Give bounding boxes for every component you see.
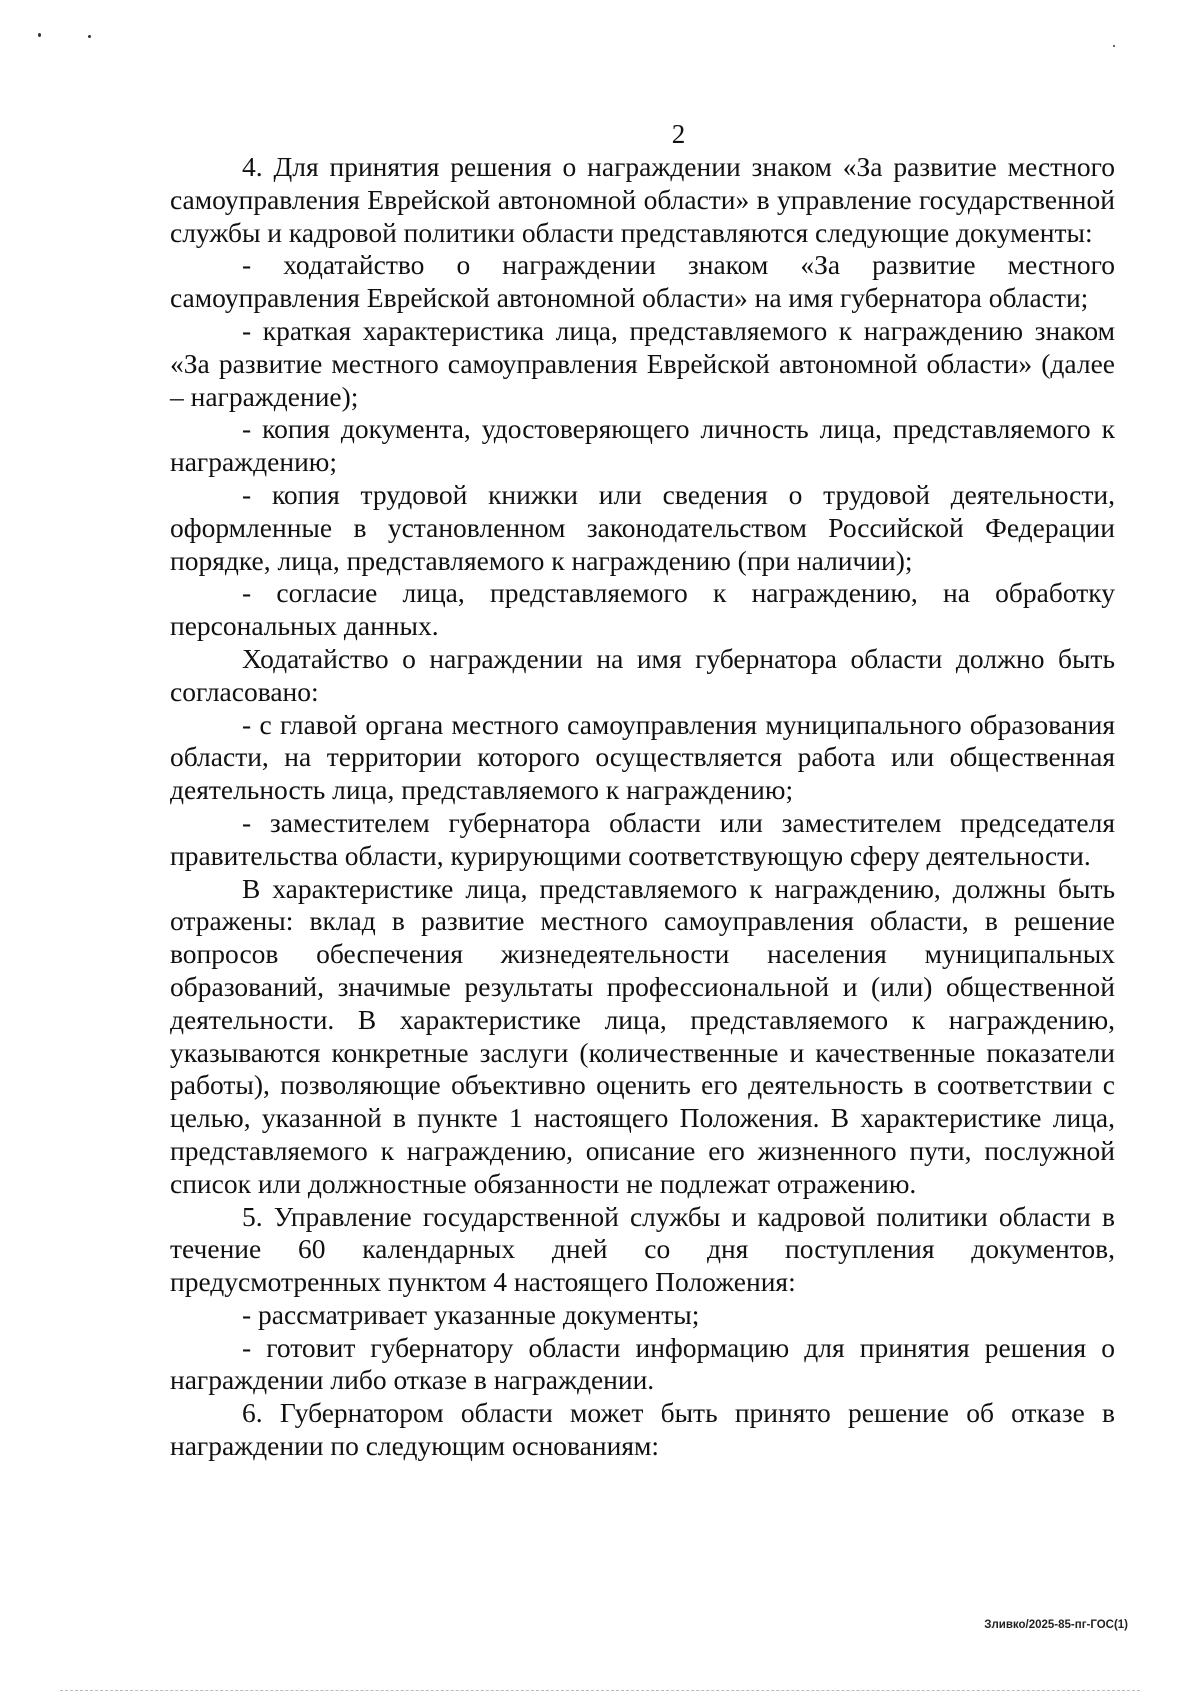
scan-speck bbox=[1113, 45, 1115, 47]
list-item-consent: - согласие лица, представляемого к награждению, на обработку персональных данных. bbox=[170, 577, 1115, 642]
paragraph-item-5: 5. Управление государственной службы и кадровой политики области в течение 60 календарных дней со дня поступления документов, предусмотренных пунктом 4 настоящего Положения: bbox=[170, 1200, 1115, 1298]
page-number: 2 bbox=[671, 119, 686, 149]
paragraph-item-4: 4. Для принятия решения о награждении знаком «За развитие местного самоуправления Еврейской автономной области» в управление государственной службы и кадровой политики области представляются следующие документы: bbox=[170, 151, 1115, 248]
list-item-deputy-governor: - заместителем губернатора области или заместителем председателя правительства области, курирующими соответствующую сферу деятельности. bbox=[170, 806, 1115, 871]
list-item-municipal-head: - с главой органа местного самоуправления муниципального образования области, на территории которого осуществляется работа или общественная деятельность лица, представляемого к награждению; bbox=[170, 708, 1115, 806]
document-body bbox=[170, 151, 1115, 1463]
list-item-prepare-information: - готовит губернатору области информацию для принятия решения о награждении либо отказе в награждении. bbox=[170, 1331, 1115, 1396]
scan-edge-line bbox=[60, 1690, 1140, 1692]
list-item-petition: - ходатайство о награждении знаком «За развитие местного самоуправления Еврейской автономной области» на имя губернатора области; bbox=[170, 249, 1115, 314]
list-item-id-copy: - копия документа, удостоверяющего личность лица, представляемого к награждению; bbox=[170, 413, 1115, 478]
scan-speck bbox=[38, 33, 41, 37]
list-item-employment-record: - копия трудовой книжки или сведения о трудовой деятельности, оформленные в установленном законодательством Российской Федерации порядке, лица, представляемого к награждению (при наличии); bbox=[170, 478, 1115, 576]
paragraph-item-6: 6. Губернатором области может быть принято решение об отказе в награждении по следующим основаниям: bbox=[170, 1397, 1115, 1462]
paragraph-characteristic-content: В характеристике лица, представляемого к награждению, должны быть отражены: вклад в развитие местного самоуправления области, в решение вопросов обеспечения жизнедеятельности населения муниципальных образований, значимые результаты профессиональной и (или) общественной деятельности. В характеристике лица, представляемого к награждению, указываются конкретные заслуги (количественные и качественные показатели работы), позволяющие объективно оценить его деятельность в соответствии с целью, указанной в пункте 1 настоящего Положения. В характеристике лица, представляемого к награждению, описание его жизненного пути, послужной список или должностные обязанности не подлежат отражению. bbox=[170, 872, 1115, 1199]
scan-speck bbox=[88, 35, 91, 38]
document-code: Зливко/2025-85-пг-ГОС(1) bbox=[984, 1619, 1128, 1631]
list-item-review-documents: - рассматривает указанные документы; bbox=[242, 1298, 700, 1330]
paragraph-petition-approval: Ходатайство о награждении на имя губернатора области должно быть согласовано: bbox=[170, 642, 1115, 707]
list-item-characteristic: - краткая характеристика лица, представляемого к награждению знаком «За развитие местного самоуправления Еврейской автономной области» (далее – награждение); bbox=[170, 314, 1115, 412]
